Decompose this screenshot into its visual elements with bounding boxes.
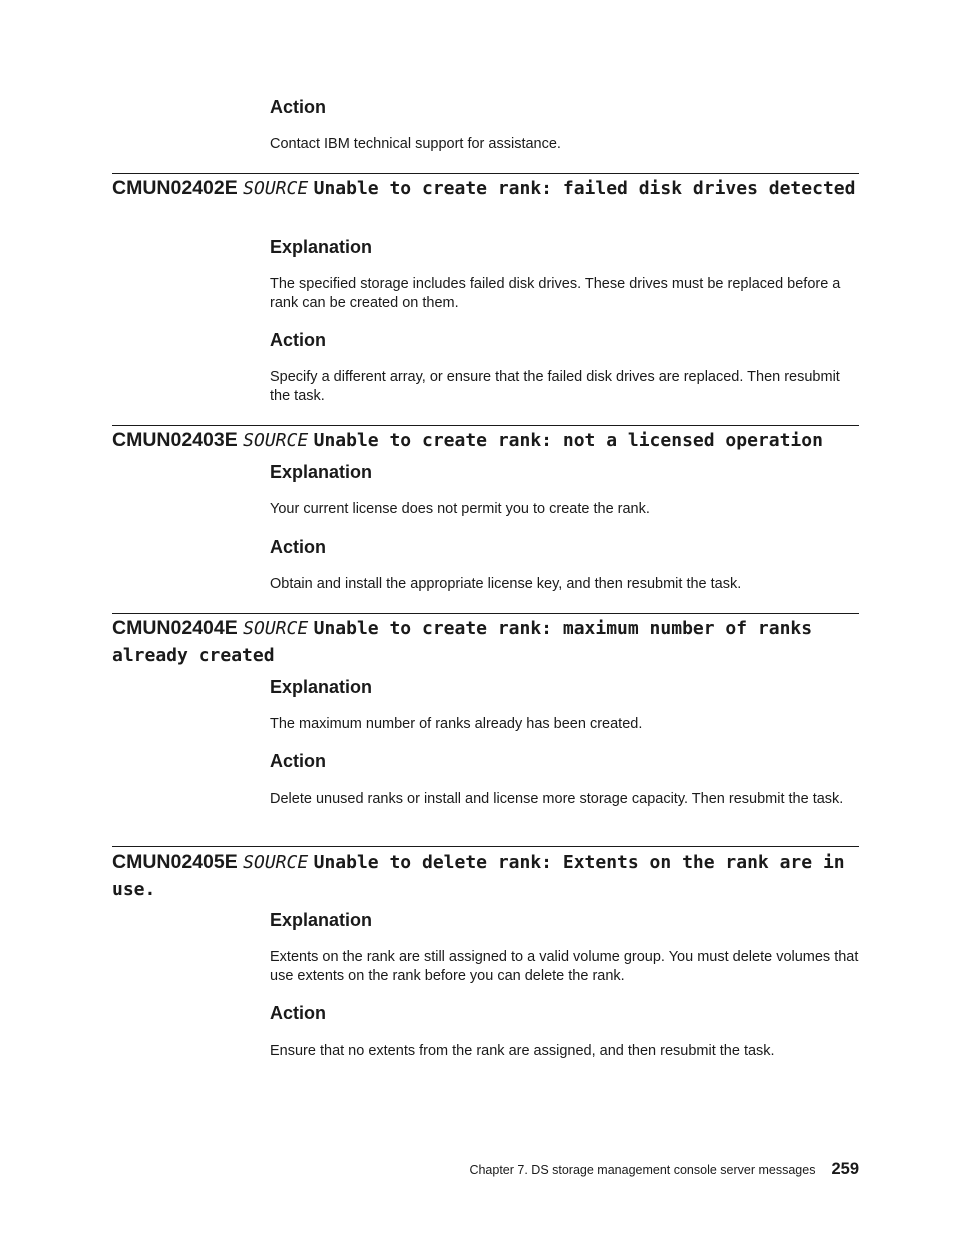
message-source: SOURCE: [243, 618, 309, 639]
action-text: Delete unused ranks or install and license more storage capacity. Then resubmit the task.: [270, 791, 844, 807]
section-divider: [112, 613, 859, 614]
message-heading: [112, 427, 862, 454]
message-source: SOURCE: [243, 852, 309, 873]
explanation-heading: Explanation: [270, 910, 373, 930]
page-number: 259: [831, 1160, 859, 1178]
message-code: CMUN02402E: [112, 177, 238, 199]
action-heading: Action: [270, 330, 326, 350]
message-code: CMUN02404E: [112, 617, 238, 639]
explanation-heading: Explanation: [270, 462, 373, 482]
message-heading: [112, 175, 862, 202]
action-heading: Action: [270, 537, 326, 557]
explanation-text: Extents on the rank are still assigned to a valid volume group. You must delete volumes that use extents on the rank before you can delete the rank.: [270, 949, 859, 984]
message-code: CMUN02405E: [112, 851, 238, 873]
message-source: SOURCE: [243, 178, 309, 199]
message-title: Unable to create rank: not a licensed operation: [313, 430, 823, 451]
action-heading: Action: [270, 1003, 326, 1023]
explanation-text: The specified storage includes failed disk drives. These drives must be replaced before a rank can be created on them.: [270, 276, 841, 311]
message-title: Unable to create rank: maximum number of ranks already created: [112, 618, 813, 666]
explanation-heading: Explanation: [270, 237, 373, 257]
action-heading: Action: [270, 751, 326, 771]
explanation-text: Your current license does not permit you to create the rank.: [270, 501, 650, 517]
message-title: Unable to delete rank: Extents on the rank are in use.: [112, 852, 845, 900]
section-divider: [112, 173, 859, 174]
message-title: Unable to create rank: failed disk drives detected: [313, 178, 856, 199]
section-divider: [112, 846, 859, 847]
message-heading: [112, 615, 862, 669]
message-code: CMUN02403E: [112, 429, 238, 451]
intro-action-text: Contact IBM technical support for assistance.: [270, 136, 561, 152]
message-heading: [112, 849, 862, 903]
page-footer: [0, 1160, 859, 1179]
message-source: SOURCE: [243, 430, 309, 451]
intro-action-heading: Action: [270, 97, 326, 117]
explanation-heading: Explanation: [270, 677, 373, 697]
section-divider: [112, 425, 859, 426]
footer-chapter: Chapter 7. DS storage management console server messages: [469, 1163, 816, 1177]
action-text: Ensure that no extents from the rank are assigned, and then resubmit the task.: [270, 1043, 775, 1059]
action-text: Specify a different array, or ensure that the failed disk drives are replaced. Then resubmit the task.: [270, 369, 840, 404]
action-text: Obtain and install the appropriate license key, and then resubmit the task.: [270, 576, 742, 592]
explanation-text: The maximum number of ranks already has been created.: [270, 716, 643, 732]
